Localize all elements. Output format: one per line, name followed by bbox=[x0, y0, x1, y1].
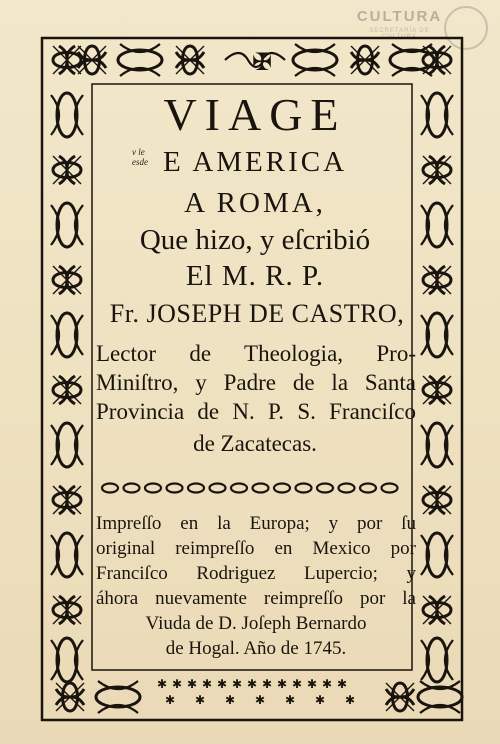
imprint-line: Viuda de D. Joſeph Bernardo bbox=[145, 613, 367, 634]
watermark-brand: CULTURA bbox=[356, 8, 443, 25]
author-ministro: Miniſtro, y Padre de la Santa bbox=[96, 370, 416, 395]
cross-icon: ✠ bbox=[251, 48, 273, 76]
svg-text:✱: ✱ bbox=[246, 677, 258, 691]
left-border-band bbox=[51, 46, 83, 682]
svg-text:✱: ✱ bbox=[344, 693, 356, 707]
svg-text:✱: ✱ bbox=[254, 693, 266, 707]
imprint-line: áhora nuevamente reimpreſſo por la bbox=[96, 588, 416, 609]
author-provincia: Provincia de N. P. S. Franciſco bbox=[96, 399, 416, 424]
title-viage: VIAGE bbox=[163, 89, 347, 140]
author-name: Fr. JOSEPH DE CASTRO, bbox=[109, 299, 405, 328]
watermark-subtitle: SECRETARÍA DE CULTURA bbox=[369, 28, 430, 40]
svg-text:✱: ✱ bbox=[224, 693, 236, 707]
svg-text:✱: ✱ bbox=[306, 677, 318, 691]
svg-text:✱: ✱ bbox=[291, 677, 303, 691]
svg-text:✱: ✱ bbox=[321, 677, 333, 691]
svg-text:✱: ✱ bbox=[194, 693, 206, 707]
author-lector: Lector de Theologia, Pro- bbox=[96, 341, 416, 366]
title-roma: A ROMA, bbox=[184, 187, 326, 219]
svg-text:✱: ✱ bbox=[156, 677, 168, 691]
title-mrp: El M. R. P. bbox=[185, 260, 325, 292]
author-zacatecas: de Zacatecas. bbox=[193, 431, 317, 456]
right-border-band bbox=[421, 46, 453, 682]
svg-text:✱: ✱ bbox=[314, 693, 326, 707]
svg-text:✱: ✱ bbox=[284, 693, 296, 707]
imprint-line: Impreſſo en la Europa; y por ſu bbox=[96, 513, 416, 534]
imprint-line: de Hogal. Año de 1745. bbox=[165, 638, 347, 659]
svg-text:✱: ✱ bbox=[276, 677, 288, 691]
imprint-line: Franciſco Rodriguez Lupercio; y bbox=[96, 563, 416, 584]
imprint-line: original reimpreſſo en Mexico por bbox=[96, 538, 416, 559]
chain-divider-icon bbox=[102, 484, 398, 493]
marginal-note: v le esde bbox=[132, 147, 148, 167]
svg-text:✱: ✱ bbox=[231, 677, 243, 691]
svg-text:✱: ✱ bbox=[186, 677, 198, 691]
svg-text:✱: ✱ bbox=[201, 677, 213, 691]
svg-text:✱: ✱ bbox=[164, 693, 176, 707]
svg-text:✱: ✱ bbox=[171, 677, 183, 691]
svg-text:✱: ✱ bbox=[261, 677, 273, 691]
svg-text:✱: ✱ bbox=[336, 677, 348, 691]
title-que-hizo: Que hizo, y eſcribió bbox=[139, 224, 371, 256]
title-america: E AMERICA bbox=[162, 146, 348, 178]
star-row-icon bbox=[157, 677, 355, 707]
svg-text:✱: ✱ bbox=[216, 677, 228, 691]
